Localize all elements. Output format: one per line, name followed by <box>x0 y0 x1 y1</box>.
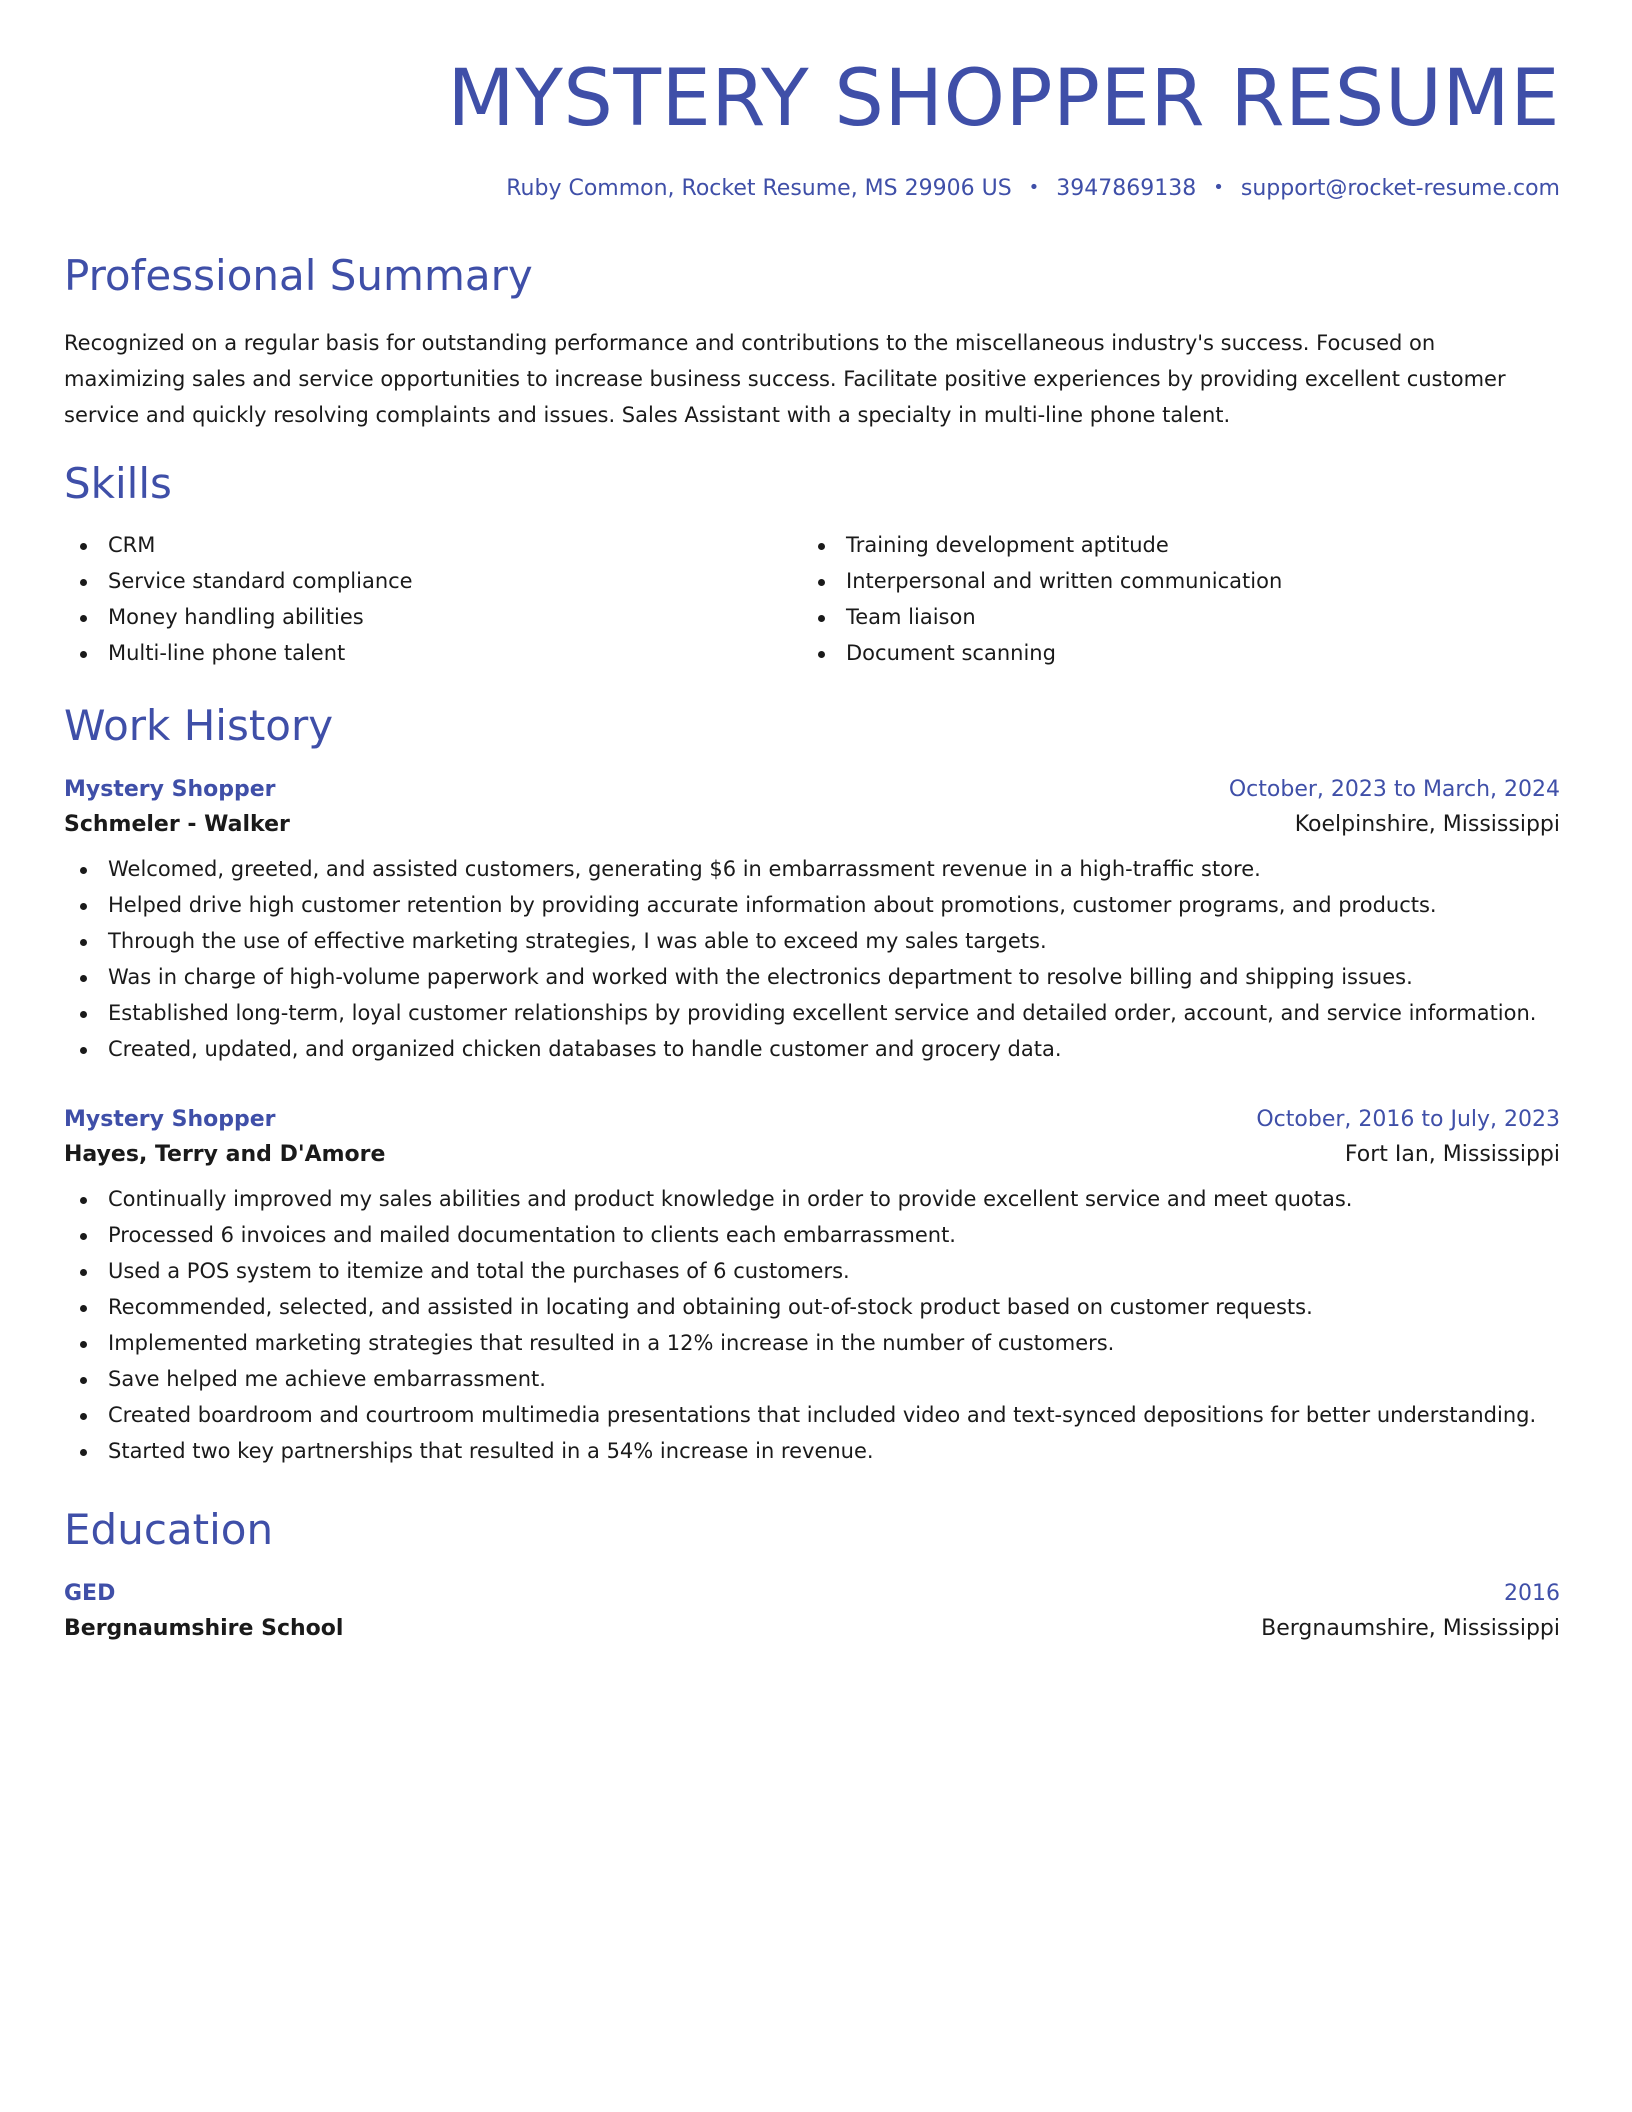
resume-title: MYSTERY SHOPPER RESUME <box>447 54 1560 144</box>
job-bullet: Helped drive high customer retention by providing accurate information about promotions, customer programs, and products. <box>64 887 1560 923</box>
job-bullet: Was in charge of high-volume paperwork and worked with the electronics department to resolve billing and shipping issues. <box>64 959 1560 995</box>
skills-heading: Skills <box>64 459 172 508</box>
skill-item: Interpersonal and written communication <box>802 563 1540 599</box>
summary-heading: Professional Summary <box>64 251 533 300</box>
job-bullet: Used a POS system to itemize and total the purchases of 6 customers. <box>64 1253 1560 1289</box>
education-school: Bergnaumshire School <box>64 1616 344 1641</box>
contact-phone: 3947869138 <box>1056 176 1197 201</box>
job-bullet: Save helped me achieve embarrassment. <box>64 1361 1560 1397</box>
contact-email: support@rocket-resume.com <box>1240 176 1560 201</box>
job-dates: October, 2016 to July, 2023 <box>1256 1107 1560 1132</box>
skill-item: Team liaison <box>802 599 1540 635</box>
skill-item: Service standard compliance <box>64 563 802 599</box>
job-entry <box>64 1107 1560 1469</box>
job-bullet: Continually improved my sales abilities and product knowledge in order to provide excellent service and meet quotas. <box>64 1181 1560 1217</box>
job-bullet: Created boardroom and courtroom multimedia presentations that included video and text-synced depositions for better understanding. <box>64 1397 1560 1433</box>
resume-page <box>64 0 1560 1641</box>
job-bullets <box>64 1181 1560 1469</box>
job-location: Fort Ian, Mississippi <box>1344 1142 1560 1167</box>
job-bullet: Recommended, selected, and assisted in locating and obtaining out-of-stock product based on customer requests. <box>64 1289 1560 1325</box>
job-bullet: Welcomed, greeted, and assisted customers, generating $6 in embarrassment revenue in a high-traffic store. <box>64 851 1560 887</box>
job-bullet: Established long-term, loyal customer relationships by providing excellent service and detailed order, account, and service information. <box>64 995 1560 1031</box>
skill-item: CRM <box>64 527 802 563</box>
job-bullets <box>64 851 1560 1067</box>
job-company: Hayes, Terry and D'Amore <box>64 1142 386 1167</box>
skill-item: Training development aptitude <box>802 527 1540 563</box>
education-location: Bergnaumshire, Mississippi <box>1261 1616 1560 1641</box>
contact-line <box>64 176 1560 201</box>
summary-text: Recognized on a regular basis for outstanding performance and contributions to the miscellaneous industry's success. Focused on maximizing sales and service opportunities to increase business success. Facilitate positive experiences by providing excellent customer service and quickly resolving complaints and issues. Sales Assistant with a specialty in multi-line phone talent. <box>64 331 1506 427</box>
education-heading: Education <box>64 1505 274 1554</box>
skills-list <box>64 527 1560 671</box>
contact-address: Ruby Common, Rocket Resume, MS 29906 US <box>506 176 1012 201</box>
job-dates: October, 2023 to March, 2024 <box>1228 777 1560 802</box>
job-bullet: Implemented marketing strategies that resulted in a 12% increase in the number of customers. <box>64 1325 1560 1361</box>
education-degree: GED <box>64 1581 116 1606</box>
job-location: Koelpinshire, Mississippi <box>1294 812 1560 837</box>
work-history-heading: Work History <box>64 701 334 750</box>
skill-item: Money handling abilities <box>64 599 802 635</box>
contact-separator: • <box>1028 177 1040 198</box>
job-bullet: Created, updated, and organized chicken databases to handle customer and grocery data. <box>64 1031 1560 1067</box>
job-title: Mystery Shopper <box>64 1107 276 1132</box>
education-entry <box>64 1581 1560 1641</box>
contact-separator: • <box>1213 177 1224 198</box>
skill-item: Multi-line phone talent <box>64 635 802 671</box>
job-title: Mystery Shopper <box>64 777 276 802</box>
job-bullet: Through the use of effective marketing strategies, I was able to exceed my sales targets. <box>64 923 1560 959</box>
job-bullet: Started two key partnerships that resulted in a 54% increase in revenue. <box>64 1433 1560 1469</box>
skill-item: Document scanning <box>802 635 1540 671</box>
skills-column-right <box>802 527 1540 671</box>
job-entry <box>64 777 1560 1067</box>
job-bullet: Processed 6 invoices and mailed documentation to clients each embarrassment. <box>64 1217 1560 1253</box>
skills-column-left <box>64 527 802 671</box>
job-company: Schmeler - Walker <box>64 812 290 837</box>
education-year: 2016 <box>1504 1581 1560 1606</box>
